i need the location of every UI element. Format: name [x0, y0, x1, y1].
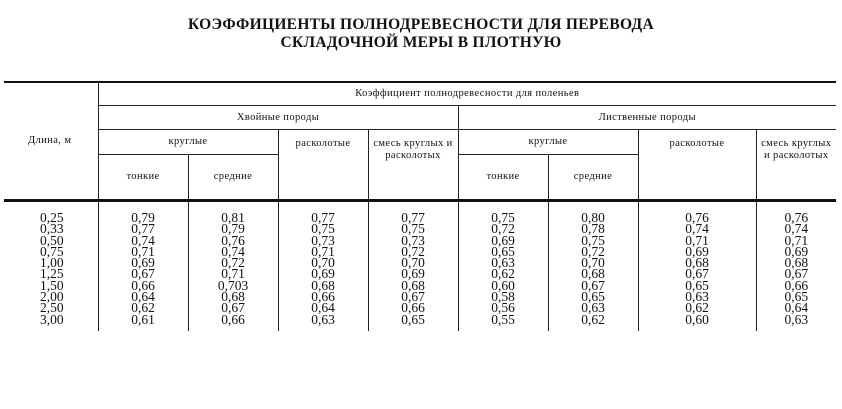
table-cell: 0,75	[368, 223, 458, 234]
table-cell: 0,58	[458, 291, 548, 302]
table-cell: 0,78	[548, 223, 638, 234]
table-cell: 0,70	[548, 257, 638, 268]
table-cell: 0,72	[368, 246, 458, 257]
length-header: Длина, м	[4, 82, 98, 201]
table-cell: 0,63	[638, 291, 756, 302]
length-cell: 1,00	[40, 255, 64, 271]
table-cell: 0,65	[756, 291, 836, 302]
table-cell: 0,56	[458, 302, 548, 313]
coefficients-table	[4, 81, 836, 331]
table-cell: 0,75	[278, 223, 368, 234]
table-cell: 0,67	[548, 280, 638, 291]
deciduous-split-header: расколотые	[638, 130, 756, 201]
table-cell: 0,703	[188, 280, 278, 291]
table-cell: 0,65	[458, 246, 548, 257]
table-cell: 0,68	[278, 280, 368, 291]
table-cell: 0,74	[638, 223, 756, 234]
table-cell: 0,63	[548, 302, 638, 313]
length-cell: 1,50	[40, 277, 64, 293]
table-cell: 0,62	[548, 314, 638, 331]
table-cell: 0,62	[638, 302, 756, 313]
table-cell: 0,77	[368, 201, 458, 224]
table-cell: 0,64	[756, 302, 836, 313]
table-cell: 0,69	[756, 246, 836, 257]
table-cell: 0,80	[548, 201, 638, 224]
table-cell: 0,69	[458, 235, 548, 246]
table-cell: 0,76	[188, 235, 278, 246]
table-cell: 0,69	[368, 268, 458, 279]
length-cell: 0,75	[40, 243, 64, 259]
table-cell: 0,73	[278, 235, 368, 246]
table-cell: 0,67	[188, 302, 278, 313]
table-cell: 0,67	[756, 268, 836, 279]
conifer-header: Хвойные породы	[98, 106, 458, 130]
table-cell: 0,63	[756, 314, 836, 331]
deciduous-thin-header: тонкие	[458, 155, 548, 201]
table-cell: 0,66	[278, 291, 368, 302]
table-cell: 0,65	[368, 314, 458, 331]
deciduous-header: Лиственные породы	[458, 106, 836, 130]
length-cell: 3,00	[40, 311, 64, 327]
table-cell: 0,64	[278, 302, 368, 313]
table-cell: 0,65	[548, 291, 638, 302]
table-cell: 0,68	[638, 257, 756, 268]
table-cell: 0,71	[638, 235, 756, 246]
table-cell: 0,79	[188, 223, 278, 234]
table-cell: 0,66	[98, 280, 188, 291]
table-cell: 0,64	[98, 291, 188, 302]
table-cell: 0,70	[278, 257, 368, 268]
conifer-round-header: круглые	[98, 130, 278, 155]
table-header	[4, 82, 836, 201]
table-cell: 0,68	[188, 291, 278, 302]
table-cell: 0,60	[458, 280, 548, 291]
length-cell: 1,25	[40, 266, 64, 282]
table-cell: 0,67	[368, 291, 458, 302]
table-cell: 0,55	[458, 314, 548, 331]
conifer-medium-header: средние	[188, 155, 278, 201]
deciduous-medium-header: средние	[548, 155, 638, 201]
title-line-1: КОЭФФИЦИЕНТЫ ПОЛНОДРЕВЕСНОСТИ ДЛЯ ПЕРЕВОДА	[187, 16, 655, 33]
table-cell: 0,67	[98, 268, 188, 279]
table-cell: 0,62	[98, 302, 188, 313]
table-cell: 0,70	[368, 257, 458, 268]
coefficient-header: Коэффициент полнодревесности для поленьев	[98, 82, 836, 106]
table-cell: 0,67	[638, 268, 756, 279]
conifer-mix-header: смесь круглых и расколотых	[368, 130, 458, 201]
table-cell: 0,71	[188, 268, 278, 279]
table-cell: 0,66	[188, 314, 278, 331]
table-cell: 0,71	[98, 246, 188, 257]
conifer-split-header: расколотые	[278, 130, 368, 201]
table-row	[4, 314, 836, 331]
table-cell: 0,74	[756, 223, 836, 234]
length-cell: 2,50	[40, 300, 64, 316]
title-line-2: СКЛАДОЧНОЙ МЕРЫ В ПЛОТНУЮ	[280, 34, 562, 51]
length-cell: 0,25	[4, 201, 98, 224]
table-cell: 0,74	[188, 246, 278, 257]
table-cell: 0,75	[458, 201, 548, 224]
deciduous-round-header: круглые	[458, 130, 638, 155]
length-cell: 0,50	[40, 232, 64, 248]
table-cell: 0,77	[278, 201, 368, 224]
table-cell: 0,61	[98, 314, 188, 331]
table-row	[4, 201, 836, 224]
table-cell: 0,66	[368, 302, 458, 313]
conifer-thin-header: тонкие	[98, 155, 188, 201]
table-cell: 0,72	[458, 223, 548, 234]
table-cell: 0,63	[278, 314, 368, 331]
table-cell: 0,76	[756, 201, 836, 224]
deciduous-mix-header: смесь круглых и расколотых	[756, 130, 836, 201]
table-cell: 0,74	[98, 235, 188, 246]
length-cell: 0,33	[40, 221, 64, 237]
table-cell: 0,68	[368, 280, 458, 291]
table-cell: 0,73	[368, 235, 458, 246]
table-cell: 0,62	[458, 268, 548, 279]
table-cell: 0,63	[458, 257, 548, 268]
table-cell: 0,79	[98, 201, 188, 224]
table-cell: 0,68	[548, 268, 638, 279]
table-cell: 0,75	[548, 235, 638, 246]
table-cell: 0,81	[188, 201, 278, 224]
length-cell: 2,00	[40, 289, 64, 305]
table-cell: 0,71	[756, 235, 836, 246]
table-cell: 0,69	[638, 246, 756, 257]
table-cell: 0,66	[756, 280, 836, 291]
table-cell: 0,68	[756, 257, 836, 268]
table-cell: 0,77	[98, 223, 188, 234]
table-cell: 0,69	[98, 257, 188, 268]
table-body	[4, 201, 836, 331]
table-cell: 0,72	[188, 257, 278, 268]
table-cell: 0,65	[638, 280, 756, 291]
table-cell: 0,60	[638, 314, 756, 331]
table-cell: 0,76	[638, 201, 756, 224]
table-cell: 0,71	[278, 246, 368, 257]
table-cell: 0,72	[548, 246, 638, 257]
table-cell: 0,69	[278, 268, 368, 279]
document-title	[0, 16, 842, 52]
